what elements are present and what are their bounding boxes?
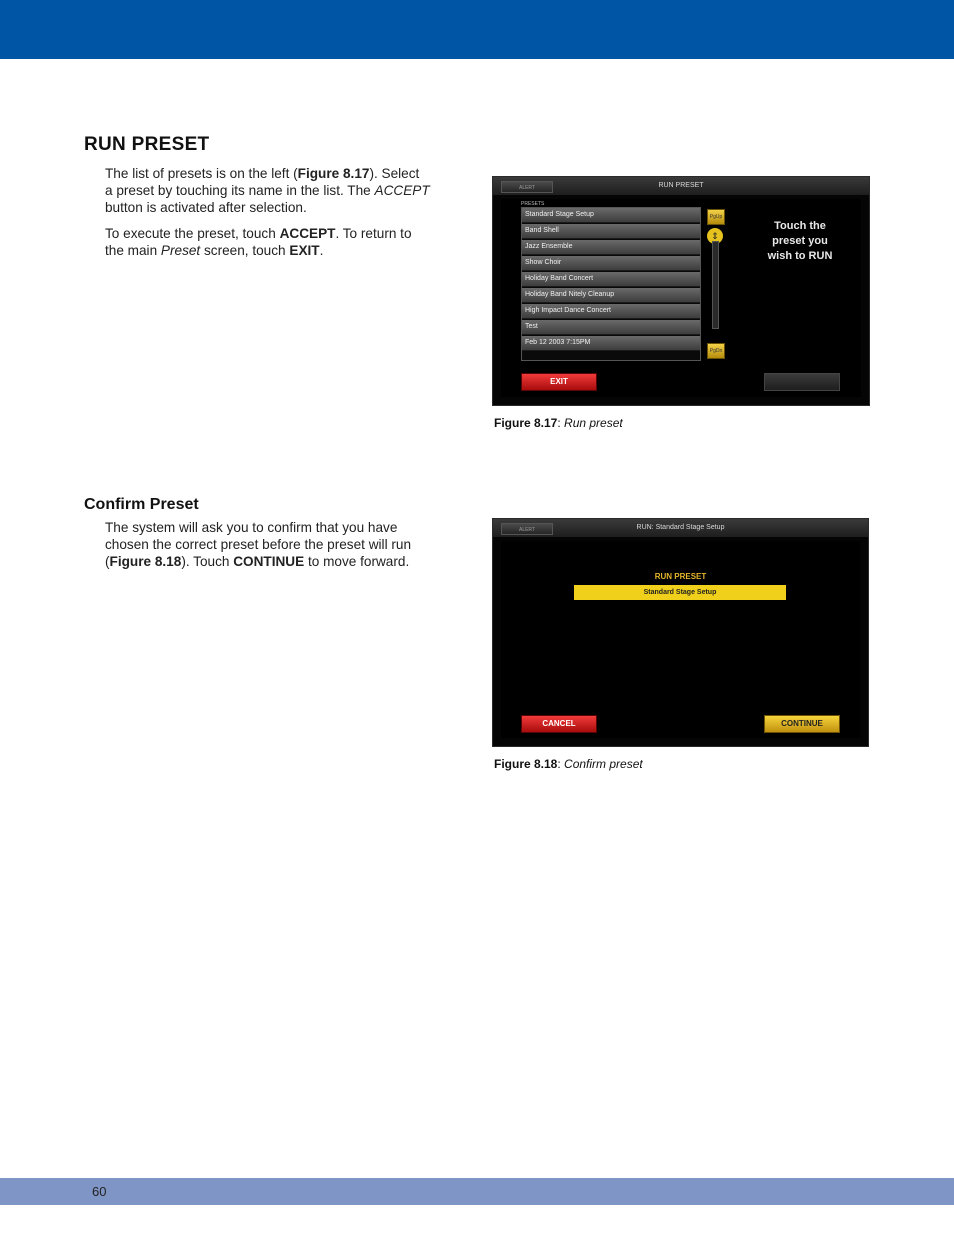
cancel-button[interactable]: CANCEL [521,715,597,733]
scrollbar-track[interactable] [712,241,719,329]
preset-item[interactable]: Test [522,320,700,335]
figure-8-17-screenshot [492,176,870,406]
screen-body [501,541,860,738]
figure-8-18-screenshot [492,518,869,747]
preset-item[interactable]: Holiday Band Nitely Cleanup [522,288,700,303]
presets-label: PRESETS [521,201,545,207]
page-up-button[interactable]: PgUp [707,209,725,225]
continue-button[interactable]: CONTINUE [764,715,840,733]
figure-ref: Figure 8.17 [297,166,370,181]
accept-button-disabled[interactable] [764,373,840,391]
run-preset-label: RUN PRESET [654,572,707,581]
screen-title: RUN PRESET [658,182,704,189]
preset-item[interactable]: Standard Stage Setup [522,208,700,223]
section-title-confirm-preset: Confirm Preset [84,496,199,513]
run-preset-paragraph-1: The list of presets is on the left (Figure 8.17). Select a preset by touching its name in the list. The ACCEPT button is activated after selection. [105,166,430,215]
up-down-arrows-icon[interactable]: ⇕ [707,228,723,244]
preset-item[interactable]: Jazz Ensemble [522,240,700,255]
alert-tab[interactable]: ALERT [501,523,553,535]
preset-list [521,207,701,361]
preset-item[interactable]: Feb 12 2003 7:15PM [522,336,700,351]
touch-hint-text: Touch the preset you wish to RUN [767,220,833,262]
section-title-run-preset: RUN PRESET [84,134,210,155]
run-preset-paragraph-2: To execute the preset, touch ACCEPT. To return to the main Preset screen, touch EXIT. [105,226,412,258]
exit-button[interactable]: EXIT [521,373,597,391]
selected-preset-name: Standard Stage Setup [574,585,786,600]
page-number: 60 [92,1184,107,1199]
preset-item[interactable]: High Impact Dance Concert [522,304,700,319]
preset-item[interactable]: Band Shell [522,224,700,239]
screen-title: RUN: Standard Stage Setup [636,524,725,531]
footer-bar [0,1178,954,1205]
header-bar [0,0,954,59]
figure-ref: Figure 8.18 [109,554,182,569]
preset-item[interactable]: Show Choir [522,256,700,271]
figure-8-18-caption: Figure 8.18: Confirm preset [494,757,643,771]
confirm-preset-paragraph: The system will ask you to confirm that you have chosen the correct preset before the preset will run (Figure 8.18). Touch CONTINUE to move forward. [105,520,412,569]
alert-tab[interactable]: ALERT [501,181,553,193]
page-down-button[interactable]: PgDn [707,343,725,359]
preset-item[interactable]: Holiday Band Concert [522,272,700,287]
figure-8-17-caption: Figure 8.17: Run preset [494,416,623,430]
